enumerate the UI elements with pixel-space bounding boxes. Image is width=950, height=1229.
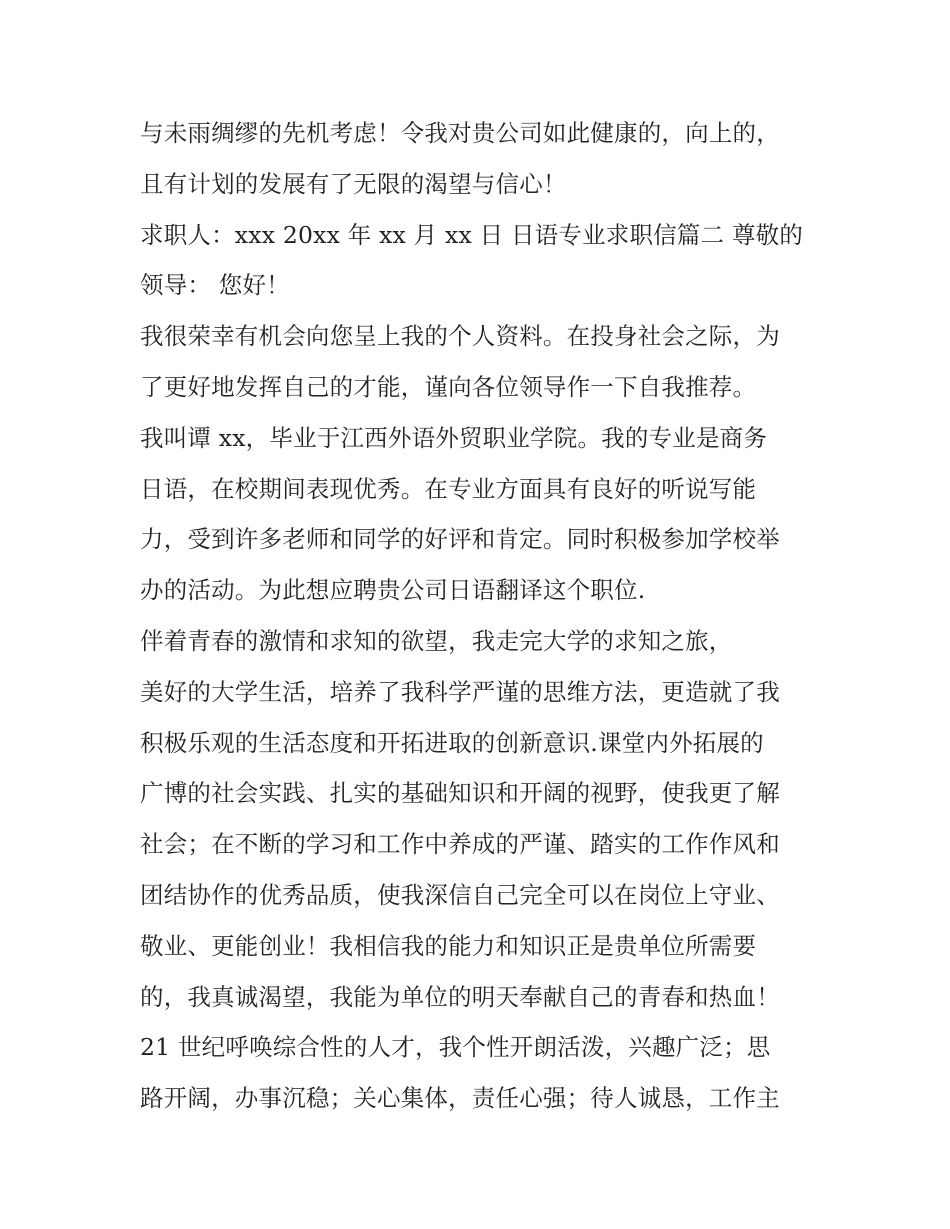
text-line: 广博的社会实践、扎实的基础知识和开阔的视野，使我更了解	[140, 779, 780, 808]
text-line: 21 世纪呼唤综合性的人才，我个性开朗活泼，兴趣广泛；思	[140, 1033, 771, 1062]
text-line: 与未雨绸缪的先机考虑！令我对贵公司如此健康的，向上的，	[140, 119, 780, 147]
text-line: 伴着青春的激情和求知的欲望，我走完大学的求知之旅，	[140, 626, 733, 655]
text-line: 领导： 您好！	[140, 271, 290, 300]
text-line: 且有计划的发展有了无限的渴望与信心！	[140, 169, 567, 198]
text-line: 办的活动。为此想应聘贵公司日语翻译这个职位.	[140, 576, 646, 605]
text-line: 的，我真诚渴望，我能为单位的明天奉献自己的青春和热血！	[140, 982, 780, 1011]
text-line: 路开阔，办事沉稳；关心集体，责任心强；待人诚恳，工作主	[140, 1084, 780, 1113]
text-line: 敬业、更能创业！我相信我的能力和知识正是贵单位所需要	[140, 931, 757, 960]
text-line: 我叫谭 xx，毕业于江西外语外贸职业学院。我的专业是商务	[140, 423, 768, 452]
text-line: 我很荣幸有机会向您呈上我的个人资料。在投身社会之际，为	[140, 322, 780, 351]
text-line: 社会；在不断的学习和工作中养成的严谨、踏实的工作作风和	[140, 830, 780, 859]
text-line: 力，受到许多老师和同学的好评和肯定。同时积极参加学校举	[140, 525, 780, 554]
document-body	[140, 108, 820, 1124]
text-line: 日语，在校期间表现优秀。在专业方面具有良好的听说写能	[140, 474, 757, 503]
text-line: 积极乐观的生活态度和开拓进取的创新意识.课堂内外拓展的	[140, 728, 764, 757]
text-line: 团结协作的优秀品质，使我深信自己完全可以在岗位上守业、	[140, 880, 780, 909]
text-line: 了更好地发挥自己的才能，谨向各位领导作一下自我推荐。	[140, 372, 757, 401]
text-line: 求职人：xxx 20xx 年 xx 月 xx 日 日语专业求职信篇二 尊敬的	[140, 220, 804, 249]
text-line: 美好的大学生活，培养了我科学严谨的思维方法，更造就了我	[140, 677, 780, 706]
